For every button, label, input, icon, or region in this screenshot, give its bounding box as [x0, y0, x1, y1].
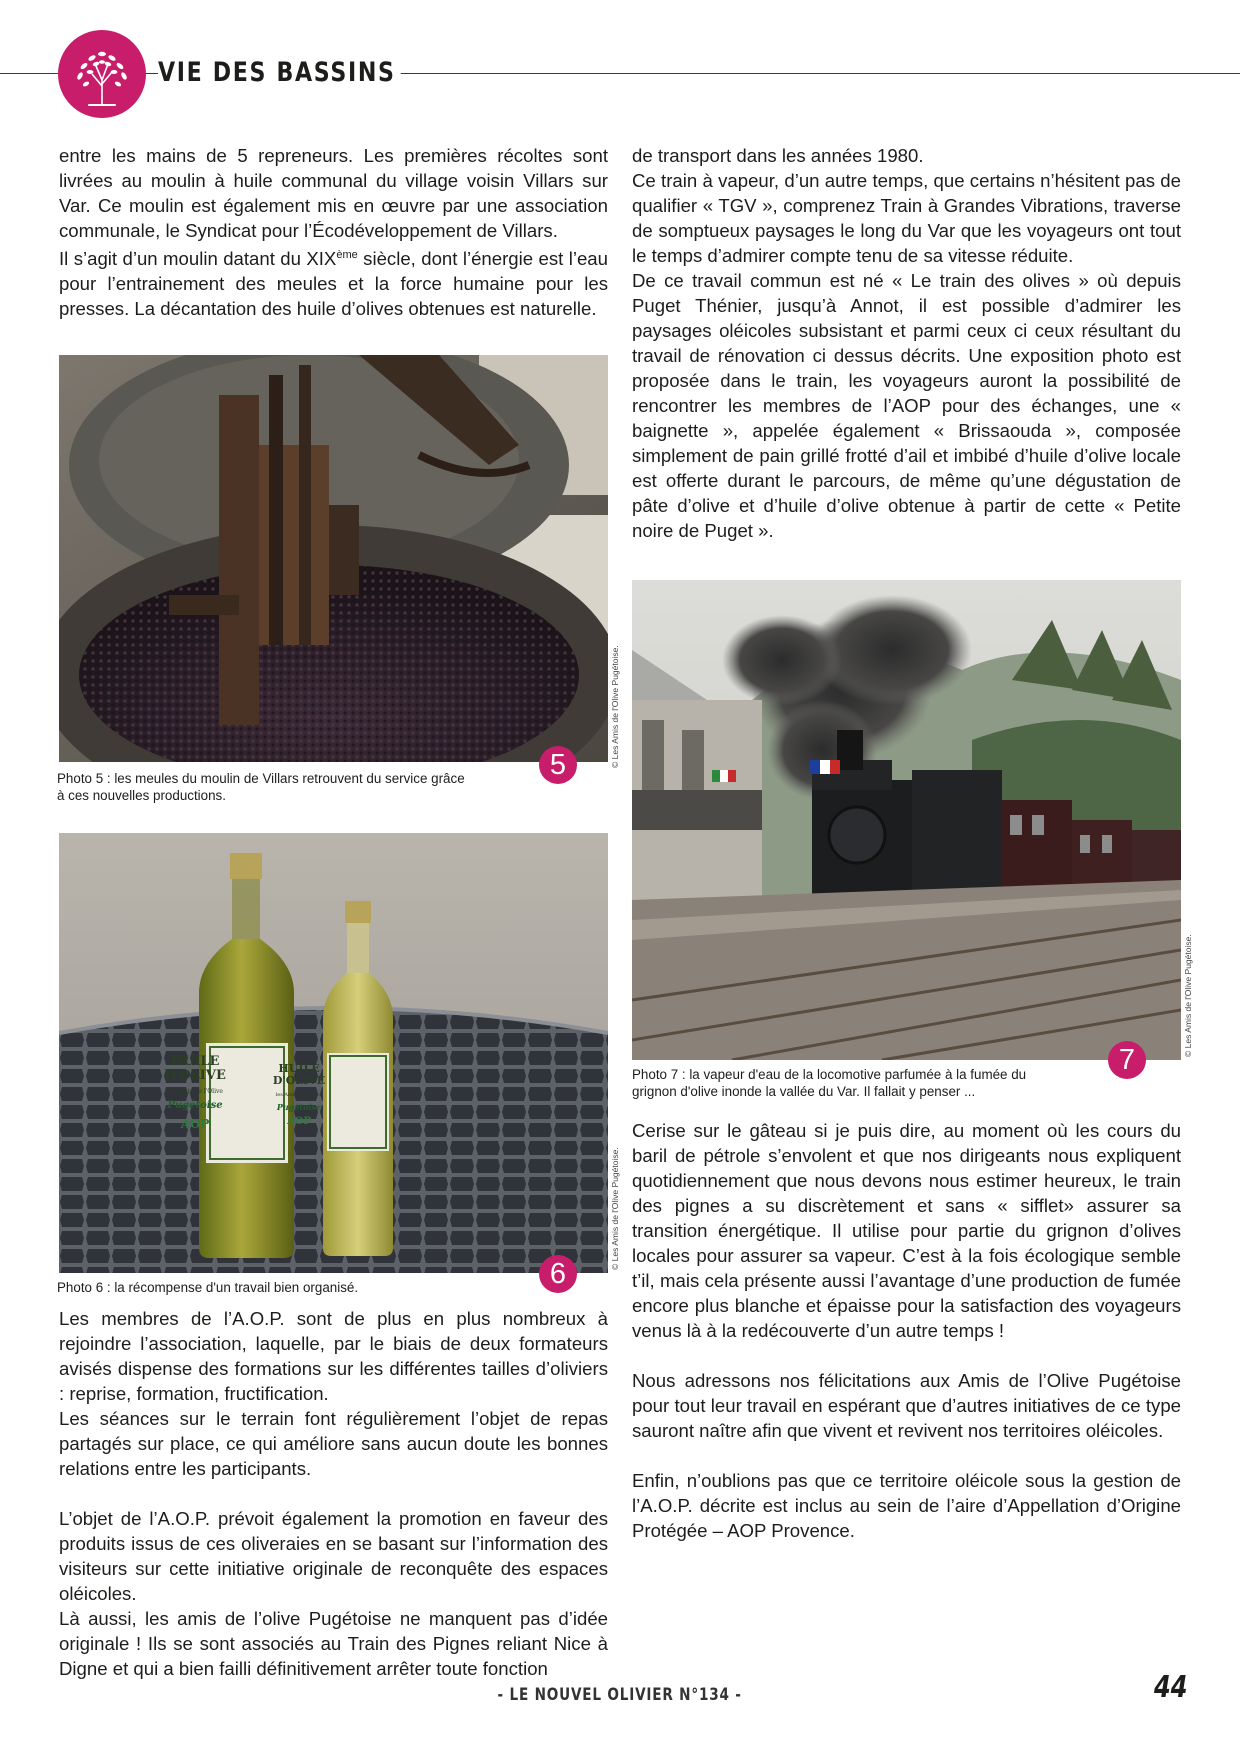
photo-5-badge: 5: [539, 746, 577, 784]
bottle-label-large: HUILE D'OLIVE les Amis de l'Olive Pugétoise AOP: [164, 1054, 226, 1131]
paragraph: de transport dans les années 1980.: [632, 145, 924, 166]
paragraph: entre les mains de 5 repreneurs. Les premières récoltes sont livrées au moulin à huile communal du village voisin Villars sur Var. Ce moulin est également mis en œuvre par une association communale, le Syndicat pour l’Écodéveloppement de Villars.: [59, 145, 608, 241]
paragraph: L’objet de l’A.O.P. prévoit également la promotion en faveur des produits issus de ces oliveraies en se basant sur l’information des visiteurs sur cette initiative originale de reconquête des espaces oléicoles.: [59, 1508, 608, 1604]
photo-7-steam-train: [632, 580, 1181, 1060]
photo-7-badge: 7: [1108, 1041, 1146, 1079]
photo-5-caption: Photo 5 : les meules du moulin de Villars retrouvent du service grâce à ces nouvelles productions.: [57, 771, 465, 803]
photo-5-credit: © Les Amis de l'Olive Pugétoise.: [610, 645, 620, 768]
right-column-top-text: [632, 143, 1181, 543]
paragraph: Cerise sur le gâteau si je puis dire, au moment où les cours du baril de pétrole s’envolent et que nos dirigeants nous expliquent quotidiennement que nous devons nous estimer heureux, le train des pignes a su discrètement et sans « sifflet» assurer sa transition énergétique. Il utilise pour partie du grignon d’olives locales pour assurer sa vapeur. C’est à la fois écologique semble t’il, mais cela présente aussi l’avantage d’une production de fumée encore plus blanche et épaisse pour la satisfaction des voyageurs venus là à la redécouverte d’un autre temps !: [632, 1120, 1181, 1341]
paragraph: Les séances sur le terrain font régulièrement l’objet de repas partagés sur place, ce qui améliore sans aucun doute les bonnes relations entre les participants.: [59, 1408, 608, 1479]
paragraph: De ce travail commun est né « Le train des olives » où depuis Puget Thénier, jusqu’à Annot, il est possible d’admirer les paysages oléicoles subsistant et parmi ceux ci ceux résultant du travail de rénovation ci dessus décrits. Une exposition photo est proposée dans le train, les voyageurs auront la possibilité de rencontrer les membres de l’AOP pour des échanges, une « baignette », appelée également « Brissaouda », composée simplement de pain grillé frotté d’ail et imbibé d’huile d’olive locale est offerte durant le parcours, de même qu’une dégustation de pâte d’olive et d’huile d’olive obtenue à partir de cette « Petite noire de Puget ».: [632, 270, 1181, 541]
paragraph: Là aussi, les amis de l’olive Pugétoise ne manquent pas d’idée originale ! Ils se sont associés au Train des Pignes reliant Nice à Digne et qui a bien failli définitivement arrêter toute fonction: [59, 1608, 608, 1679]
page-number: 44: [1154, 1670, 1188, 1705]
right-column-bottom-text: [632, 1118, 1181, 1543]
photo-6-badge: 6: [539, 1255, 577, 1293]
footer-magazine-title: - LE NOUVEL OLIVIER N°134 -: [497, 1685, 743, 1705]
paragraph: Ce train à vapeur, d’un autre temps, que certains n’hésitent pas de qualifier « TGV », comprenez Train à Grandes Vibrations, traverse de somptueux paysages le long du Var que les voyageurs ont tout le temps d’admirer compte tenu de sa vitesse réduite.: [632, 170, 1181, 266]
photo-7-caption: Photo 7 : la vapeur d'eau de la locomotive parfumée à la fumée du grignon d'olive inonde la vallée du Var. Il fallait y penser ...: [632, 1067, 1027, 1099]
bottle-label-small: HUILE D'OLIVE les Amis de l'Olive Pugétoise AOP: [272, 1062, 326, 1127]
section-title: VIE DES BASSINS: [158, 52, 401, 94]
photo-7-credit: © Les Amis de l'Olive Pugétoise.: [1183, 934, 1193, 1057]
photo-6-credit: © Les Amis de l'Olive Pugétoise.: [610, 1147, 620, 1270]
paragraph: Nous adressons nos félicitations aux Amis de l’Olive Pugétoise pour tout leur travail en espérant que d’autres initiatives de ce type sauront naître afin que vivent et revivent nos territoires oléicoles.: [632, 1370, 1181, 1441]
olive-tree-icon: [58, 30, 146, 118]
paragraph: Il s’agit d’un moulin datant du XIXème siècle, dont l’énergie est l’eau pour l’entrainement des meules et la force humaine pour les presses. La décantation des huile d’olives obtenues est naturelle.: [59, 248, 608, 320]
paragraph: Enfin, n’oublions pas que ce territoire oléicole sous la gestion de l’A.O.P. décrite est inclus au sein de l’aire d’Appellation d’Origine Protégée – AOP Provence.: [632, 1470, 1181, 1541]
paragraph: Les membres de l’A.O.P. sont de plus en plus nombreux à rejoindre l’association, laquelle, par le biais de deux formateurs avisés dispense des formations sur les différentes tailles d’oliviers : reprise, formation, fructification.: [59, 1308, 608, 1404]
photo-6-caption: Photo 6 : la récompense d'un travail bien organisé.: [57, 1280, 359, 1295]
left-column-bottom-text: [59, 1306, 608, 1681]
photo-6-olive-oil-bottles: [59, 833, 608, 1273]
left-column-top-text: [59, 143, 608, 321]
photo-5-millstone: [59, 355, 608, 762]
